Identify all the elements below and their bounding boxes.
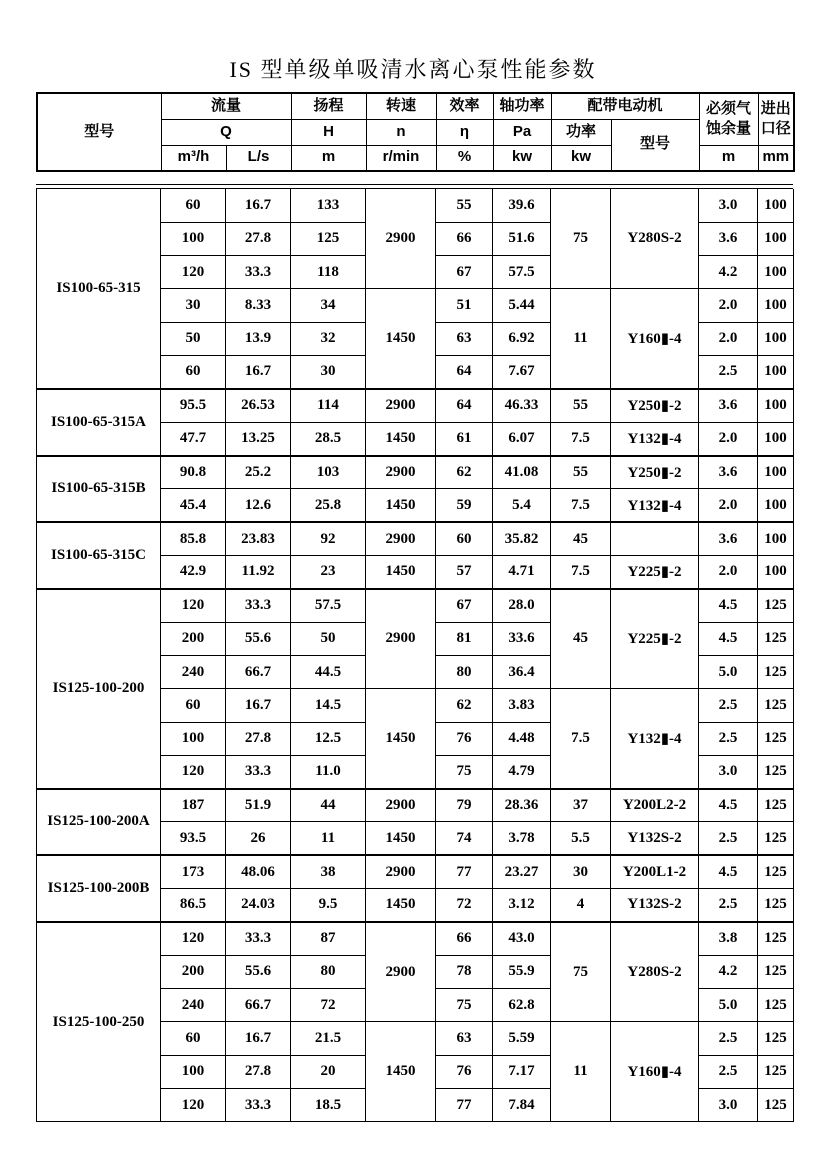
header-flow-symbol: Q (161, 119, 291, 145)
cell-shaft-power-kw: 35.82 (493, 522, 551, 555)
cell-shaft-power-kw: 28.0 (493, 589, 551, 622)
cell-motor-power-kw: 7.5 (551, 489, 611, 522)
cell-head-m: 23 (291, 555, 366, 588)
cell-flow-ls: 16.7 (226, 689, 291, 722)
cell-motor-power-kw: 45 (551, 522, 611, 555)
cell-head-m: 57.5 (291, 589, 366, 622)
header-motor-model: 型号 (611, 119, 699, 171)
cell-port-mm: 100 (758, 322, 794, 355)
cell-efficiency-pct: 67 (436, 589, 493, 622)
cell-npsh-m: 3.6 (699, 456, 758, 489)
header-efficiency: 效率 (436, 93, 493, 119)
cell-flow-m3h: 93.5 (161, 822, 226, 855)
cell-shaft-power-kw: 3.78 (493, 822, 551, 855)
cell-npsh-m: 2.0 (699, 555, 758, 588)
cell-head-m: 87 (291, 922, 366, 955)
cell-efficiency-pct: 79 (436, 789, 493, 822)
cell-flow-ls: 27.8 (226, 722, 291, 755)
cell-flow-m3h: 47.7 (161, 422, 226, 455)
cell-efficiency-pct: 76 (436, 722, 493, 755)
cell-flow-ls: 13.25 (226, 422, 291, 455)
cell-motor-power-kw: 30 (551, 855, 611, 888)
cell-flow-m3h: 42.9 (161, 555, 226, 588)
cell-head-m: 12.5 (291, 722, 366, 755)
cell-npsh-m: 2.5 (699, 1055, 758, 1088)
cell-port-mm: 125 (758, 722, 794, 755)
cell-shaft-power-kw: 7.67 (493, 356, 551, 389)
cell-port-mm: 125 (758, 922, 794, 955)
cell-flow-m3h: 30 (161, 289, 226, 322)
header-ports (758, 93, 794, 145)
cell-efficiency-pct: 62 (436, 456, 493, 489)
header-unit-m3h: m³/h (161, 145, 226, 171)
cell-efficiency-pct: 64 (436, 356, 493, 389)
table-row (37, 456, 794, 489)
cell-speed-rpm: 1450 (366, 555, 436, 588)
cell-npsh-m: 3.0 (699, 189, 758, 222)
cell-efficiency-pct: 81 (436, 622, 493, 655)
cell-motor-power-kw: 11 (551, 1022, 611, 1122)
cell-pump-model: IS125-100-200B (37, 855, 161, 922)
cell-port-mm: 125 (758, 755, 794, 788)
cell-shaft-power-kw: 7.17 (493, 1055, 551, 1088)
cell-flow-ls: 16.7 (226, 1022, 291, 1055)
cell-motor-power-kw: 75 (551, 189, 611, 289)
cell-efficiency-pct: 74 (436, 822, 493, 855)
cell-port-mm: 100 (758, 189, 794, 222)
cell-motor-model: Y132▮-4 (611, 422, 699, 455)
cell-flow-m3h: 240 (161, 989, 226, 1022)
cell-npsh-m: 2.5 (699, 822, 758, 855)
cell-npsh-m: 4.5 (699, 622, 758, 655)
cell-head-m: 11.0 (291, 755, 366, 788)
double-rule (36, 184, 793, 189)
header-head: 扬程 (291, 93, 366, 119)
cell-npsh-m: 2.5 (699, 1022, 758, 1055)
cell-port-mm: 125 (758, 1022, 794, 1055)
table-row (37, 855, 794, 888)
cell-head-m: 125 (291, 222, 366, 255)
cell-flow-m3h: 200 (161, 622, 226, 655)
table-row (37, 789, 794, 822)
table-row (37, 522, 794, 555)
cell-port-mm: 125 (758, 655, 794, 688)
cell-motor-model: Y280S-2 (611, 189, 699, 289)
cell-efficiency-pct: 51 (436, 289, 493, 322)
cell-flow-ls: 23.83 (226, 522, 291, 555)
cell-npsh-m: 4.2 (699, 955, 758, 988)
cell-speed-rpm: 1450 (366, 889, 436, 922)
cell-efficiency-pct: 77 (436, 855, 493, 888)
cell-npsh-m: 2.5 (699, 889, 758, 922)
cell-speed-rpm: 2900 (366, 522, 436, 555)
cell-shaft-power-kw: 6.07 (493, 422, 551, 455)
cell-efficiency-pct: 63 (436, 322, 493, 355)
cell-motor-power-kw: 55 (551, 389, 611, 422)
cell-head-m: 25.8 (291, 489, 366, 522)
cell-flow-m3h: 85.8 (161, 522, 226, 555)
cell-flow-ls: 26 (226, 822, 291, 855)
cell-flow-m3h: 100 (161, 222, 226, 255)
cell-port-mm: 125 (758, 1055, 794, 1088)
cell-flow-m3h: 120 (161, 256, 226, 289)
cell-shaft-power-kw: 23.27 (493, 855, 551, 888)
cell-port-mm: 100 (758, 389, 794, 422)
page-title: IS 型单级单吸清水离心泵性能参数 (229, 57, 597, 82)
cell-npsh-m: 5.0 (699, 655, 758, 688)
cell-flow-ls: 25.2 (226, 456, 291, 489)
cell-motor-power-kw: 7.5 (551, 422, 611, 455)
cell-motor-model: Y200L2-2 (611, 789, 699, 822)
cell-flow-m3h: 240 (161, 655, 226, 688)
cell-flow-ls: 27.8 (226, 1055, 291, 1088)
cell-flow-ls: 66.7 (226, 655, 291, 688)
cell-speed-rpm: 2900 (366, 456, 436, 489)
cell-port-mm: 100 (758, 256, 794, 289)
header-unit-m: m (291, 145, 366, 171)
cell-shaft-power-kw: 4.71 (493, 555, 551, 588)
cell-efficiency-pct: 78 (436, 955, 493, 988)
cell-head-m: 20 (291, 1055, 366, 1088)
cell-motor-power-kw: 55 (551, 456, 611, 489)
cell-flow-ls: 16.7 (226, 356, 291, 389)
cell-flow-m3h: 60 (161, 189, 226, 222)
cell-head-m: 21.5 (291, 1022, 366, 1055)
cell-flow-m3h: 120 (161, 755, 226, 788)
pump-performance-table (36, 189, 794, 1122)
header-motor-power: 功率 (551, 119, 611, 145)
cell-npsh-m: 2.5 (699, 722, 758, 755)
header-unit-percent: % (436, 145, 493, 171)
cell-motor-model: Y132▮-4 (611, 689, 699, 789)
header-eff-symbol: η (436, 119, 493, 145)
cell-flow-m3h: 60 (161, 356, 226, 389)
cell-flow-m3h: 60 (161, 1022, 226, 1055)
cell-npsh-m: 4.5 (699, 789, 758, 822)
cell-speed-rpm: 1450 (366, 1022, 436, 1122)
cell-motor-model: Y132S-2 (611, 822, 699, 855)
cell-speed-rpm: 1450 (366, 289, 436, 389)
cell-speed-rpm: 1450 (366, 822, 436, 855)
header-unit-ls: L/s (226, 145, 291, 171)
cell-port-mm: 100 (758, 522, 794, 555)
cell-npsh-m: 5.0 (699, 989, 758, 1022)
cell-npsh-m: 2.0 (699, 489, 758, 522)
table-row (37, 389, 794, 422)
cell-shaft-power-kw: 28.36 (493, 789, 551, 822)
cell-shaft-power-kw: 3.83 (493, 689, 551, 722)
cell-npsh-m: 3.6 (699, 389, 758, 422)
cell-motor-power-kw: 4 (551, 889, 611, 922)
table-row (37, 589, 794, 622)
cell-efficiency-pct: 55 (436, 189, 493, 222)
cell-head-m: 32 (291, 322, 366, 355)
cell-flow-m3h: 187 (161, 789, 226, 822)
cell-head-m: 72 (291, 989, 366, 1022)
cell-speed-rpm: 1450 (366, 422, 436, 455)
cell-speed-rpm: 2900 (366, 789, 436, 822)
cell-shaft-power-kw: 7.84 (493, 1088, 551, 1121)
cell-port-mm: 100 (758, 356, 794, 389)
cell-flow-m3h: 100 (161, 1055, 226, 1088)
cell-port-mm: 100 (758, 489, 794, 522)
cell-efficiency-pct: 75 (436, 755, 493, 788)
cell-flow-m3h: 60 (161, 689, 226, 722)
cell-head-m: 14.5 (291, 689, 366, 722)
header-flow: 流量 (161, 93, 291, 119)
cell-efficiency-pct: 80 (436, 655, 493, 688)
header-head-symbol: H (291, 119, 366, 145)
cell-motor-model: Y160▮-4 (611, 1022, 699, 1122)
cell-port-mm: 125 (758, 889, 794, 922)
cell-efficiency-pct: 77 (436, 1088, 493, 1121)
cell-efficiency-pct: 63 (436, 1022, 493, 1055)
cell-npsh-m: 4.2 (699, 256, 758, 289)
cell-flow-m3h: 50 (161, 322, 226, 355)
cell-npsh-m: 3.6 (699, 522, 758, 555)
cell-head-m: 9.5 (291, 889, 366, 922)
cell-port-mm: 125 (758, 822, 794, 855)
cell-shaft-power-kw: 36.4 (493, 655, 551, 688)
cell-efficiency-pct: 66 (436, 222, 493, 255)
cell-shaft-power-kw: 46.33 (493, 389, 551, 422)
cell-motor-power-kw: 7.5 (551, 689, 611, 789)
cell-speed-rpm: 2900 (366, 922, 436, 1022)
cell-flow-ls: 16.7 (226, 189, 291, 222)
cell-flow-m3h: 120 (161, 589, 226, 622)
cell-flow-ls: 33.3 (226, 922, 291, 955)
cell-speed-rpm: 2900 (366, 389, 436, 422)
cell-flow-m3h: 100 (161, 722, 226, 755)
header-unit-kw-shaft: kw (493, 145, 551, 171)
cell-shaft-power-kw: 43.0 (493, 922, 551, 955)
cell-motor-model: Y250▮-2 (611, 389, 699, 422)
cell-efficiency-pct: 75 (436, 989, 493, 1022)
cell-head-m: 11 (291, 822, 366, 855)
cell-speed-rpm: 2900 (366, 855, 436, 888)
cell-motor-model: Y225▮-2 (611, 555, 699, 588)
cell-shaft-power-kw: 57.5 (493, 256, 551, 289)
cell-head-m: 18.5 (291, 1088, 366, 1121)
cell-head-m: 34 (291, 289, 366, 322)
table-row (37, 922, 794, 955)
cell-flow-m3h: 120 (161, 1088, 226, 1121)
cell-flow-m3h: 45.4 (161, 489, 226, 522)
cell-flow-ls: 12.6 (226, 489, 291, 522)
cell-shaft-power-kw: 5.44 (493, 289, 551, 322)
cell-motor-power-kw: 5.5 (551, 822, 611, 855)
cell-port-mm: 125 (758, 989, 794, 1022)
cell-npsh-m: 3.6 (699, 222, 758, 255)
cell-npsh-m: 2.0 (699, 289, 758, 322)
cell-npsh-m: 2.5 (699, 356, 758, 389)
cell-npsh-m: 4.5 (699, 589, 758, 622)
cell-flow-ls: 26.53 (226, 389, 291, 422)
cell-shaft-power-kw: 55.9 (493, 955, 551, 988)
cell-efficiency-pct: 61 (436, 422, 493, 455)
header-shaft-power: 轴功率 (493, 93, 551, 119)
cell-pump-model: IS125-100-250 (37, 922, 161, 1122)
cell-speed-rpm: 1450 (366, 689, 436, 789)
cell-flow-m3h: 90.8 (161, 456, 226, 489)
header-row-1 (37, 93, 794, 119)
cell-port-mm: 125 (758, 955, 794, 988)
cell-npsh-m: 3.8 (699, 922, 758, 955)
cell-port-mm: 125 (758, 1088, 794, 1121)
cell-motor-power-kw: 75 (551, 922, 611, 1022)
cell-port-mm: 100 (758, 222, 794, 255)
cell-shaft-power-kw: 51.6 (493, 222, 551, 255)
cell-flow-ls: 66.7 (226, 989, 291, 1022)
cell-pump-model: IS100-65-315 (37, 189, 161, 389)
header-unit-rmin: r/min (366, 145, 436, 171)
cell-port-mm: 125 (758, 589, 794, 622)
cell-flow-ls: 11.92 (226, 555, 291, 588)
cell-flow-ls: 55.6 (226, 955, 291, 988)
cell-shaft-power-kw: 5.4 (493, 489, 551, 522)
header-ports-line1: 进出 (760, 100, 791, 117)
cell-shaft-power-kw: 5.59 (493, 1022, 551, 1055)
cell-shaft-power-kw: 62.8 (493, 989, 551, 1022)
cell-motor-power-kw: 45 (551, 589, 611, 689)
cell-head-m: 103 (291, 456, 366, 489)
cell-flow-m3h: 95.5 (161, 389, 226, 422)
cell-port-mm: 100 (758, 456, 794, 489)
cell-speed-rpm: 1450 (366, 489, 436, 522)
cell-port-mm: 125 (758, 622, 794, 655)
header-speed: 转速 (366, 93, 436, 119)
header-npsh (699, 93, 758, 145)
header-shaft-symbol: Pa (493, 119, 551, 145)
cell-shaft-power-kw: 4.79 (493, 755, 551, 788)
cell-port-mm: 125 (758, 789, 794, 822)
cell-npsh-m: 4.5 (699, 855, 758, 888)
table-header (36, 92, 795, 172)
cell-pump-model: IS100-65-315B (37, 456, 161, 523)
header-ports-line2: 口径 (760, 120, 791, 138)
cell-pump-model: IS100-65-315C (37, 522, 161, 589)
cell-head-m: 44 (291, 789, 366, 822)
table-row (37, 189, 794, 222)
cell-npsh-m: 2.0 (699, 422, 758, 455)
cell-flow-ls: 33.3 (226, 256, 291, 289)
header-npsh-line1: 必须气 (706, 100, 752, 117)
cell-flow-m3h: 120 (161, 922, 226, 955)
cell-npsh-m: 3.0 (699, 1088, 758, 1121)
cell-npsh-m: 3.0 (699, 755, 758, 788)
cell-motor-model: Y250▮-2 (611, 456, 699, 489)
cell-shaft-power-kw: 6.92 (493, 322, 551, 355)
cell-motor-power-kw: 7.5 (551, 555, 611, 588)
cell-motor-power-kw: 37 (551, 789, 611, 822)
header-motor: 配带电动机 (551, 93, 699, 119)
cell-port-mm: 100 (758, 422, 794, 455)
cell-motor-model (611, 522, 699, 555)
header-npsh-line2: 蚀余量 (706, 120, 752, 138)
cell-head-m: 133 (291, 189, 366, 222)
cell-flow-m3h: 200 (161, 955, 226, 988)
cell-head-m: 80 (291, 955, 366, 988)
cell-flow-ls: 33.3 (226, 755, 291, 788)
cell-flow-ls: 27.8 (226, 222, 291, 255)
cell-speed-rpm: 2900 (366, 189, 436, 289)
cell-motor-model: Y160▮-4 (611, 289, 699, 389)
cell-flow-m3h: 173 (161, 855, 226, 888)
header-unit-npsh-m: m (699, 145, 758, 171)
cell-head-m: 114 (291, 389, 366, 422)
cell-efficiency-pct: 57 (436, 555, 493, 588)
cell-shaft-power-kw: 4.48 (493, 722, 551, 755)
header-unit-mm: mm (758, 145, 794, 171)
header-speed-symbol: n (366, 119, 436, 145)
cell-efficiency-pct: 62 (436, 689, 493, 722)
cell-shaft-power-kw: 33.6 (493, 622, 551, 655)
cell-motor-model: Y225▮-2 (611, 589, 699, 689)
cell-efficiency-pct: 72 (436, 889, 493, 922)
cell-shaft-power-kw: 41.08 (493, 456, 551, 489)
cell-head-m: 38 (291, 855, 366, 888)
cell-motor-power-kw: 11 (551, 289, 611, 389)
cell-port-mm: 125 (758, 855, 794, 888)
header-model: 型号 (37, 93, 161, 171)
cell-flow-ls: 13.9 (226, 322, 291, 355)
cell-pump-model: IS125-100-200 (37, 589, 161, 789)
cell-npsh-m: 2.5 (699, 689, 758, 722)
cell-efficiency-pct: 59 (436, 489, 493, 522)
cell-motor-model: Y132S-2 (611, 889, 699, 922)
cell-flow-ls: 48.06 (226, 855, 291, 888)
cell-pump-model: IS125-100-200A (37, 789, 161, 856)
header-unit-kw-motor: kw (551, 145, 611, 171)
cell-efficiency-pct: 64 (436, 389, 493, 422)
cell-head-m: 118 (291, 256, 366, 289)
cell-motor-model: Y132▮-4 (611, 489, 699, 522)
cell-pump-model: IS100-65-315A (37, 389, 161, 456)
cell-efficiency-pct: 67 (436, 256, 493, 289)
cell-speed-rpm: 2900 (366, 589, 436, 689)
cell-motor-model: Y200L1-2 (611, 855, 699, 888)
cell-efficiency-pct: 76 (436, 1055, 493, 1088)
cell-port-mm: 100 (758, 289, 794, 322)
cell-head-m: 30 (291, 356, 366, 389)
cell-motor-model: Y280S-2 (611, 922, 699, 1022)
cell-head-m: 92 (291, 522, 366, 555)
cell-flow-ls: 24.03 (226, 889, 291, 922)
cell-flow-ls: 33.3 (226, 1088, 291, 1121)
cell-npsh-m: 2.0 (699, 322, 758, 355)
cell-efficiency-pct: 66 (436, 922, 493, 955)
cell-shaft-power-kw: 39.6 (493, 189, 551, 222)
cell-port-mm: 100 (758, 555, 794, 588)
cell-head-m: 50 (291, 622, 366, 655)
cell-efficiency-pct: 60 (436, 522, 493, 555)
cell-flow-ls: 55.6 (226, 622, 291, 655)
cell-flow-ls: 51.9 (226, 789, 291, 822)
cell-head-m: 28.5 (291, 422, 366, 455)
cell-flow-ls: 8.33 (226, 289, 291, 322)
cell-head-m: 44.5 (291, 655, 366, 688)
cell-port-mm: 125 (758, 689, 794, 722)
cell-shaft-power-kw: 3.12 (493, 889, 551, 922)
cell-flow-ls: 33.3 (226, 589, 291, 622)
cell-flow-m3h: 86.5 (161, 889, 226, 922)
